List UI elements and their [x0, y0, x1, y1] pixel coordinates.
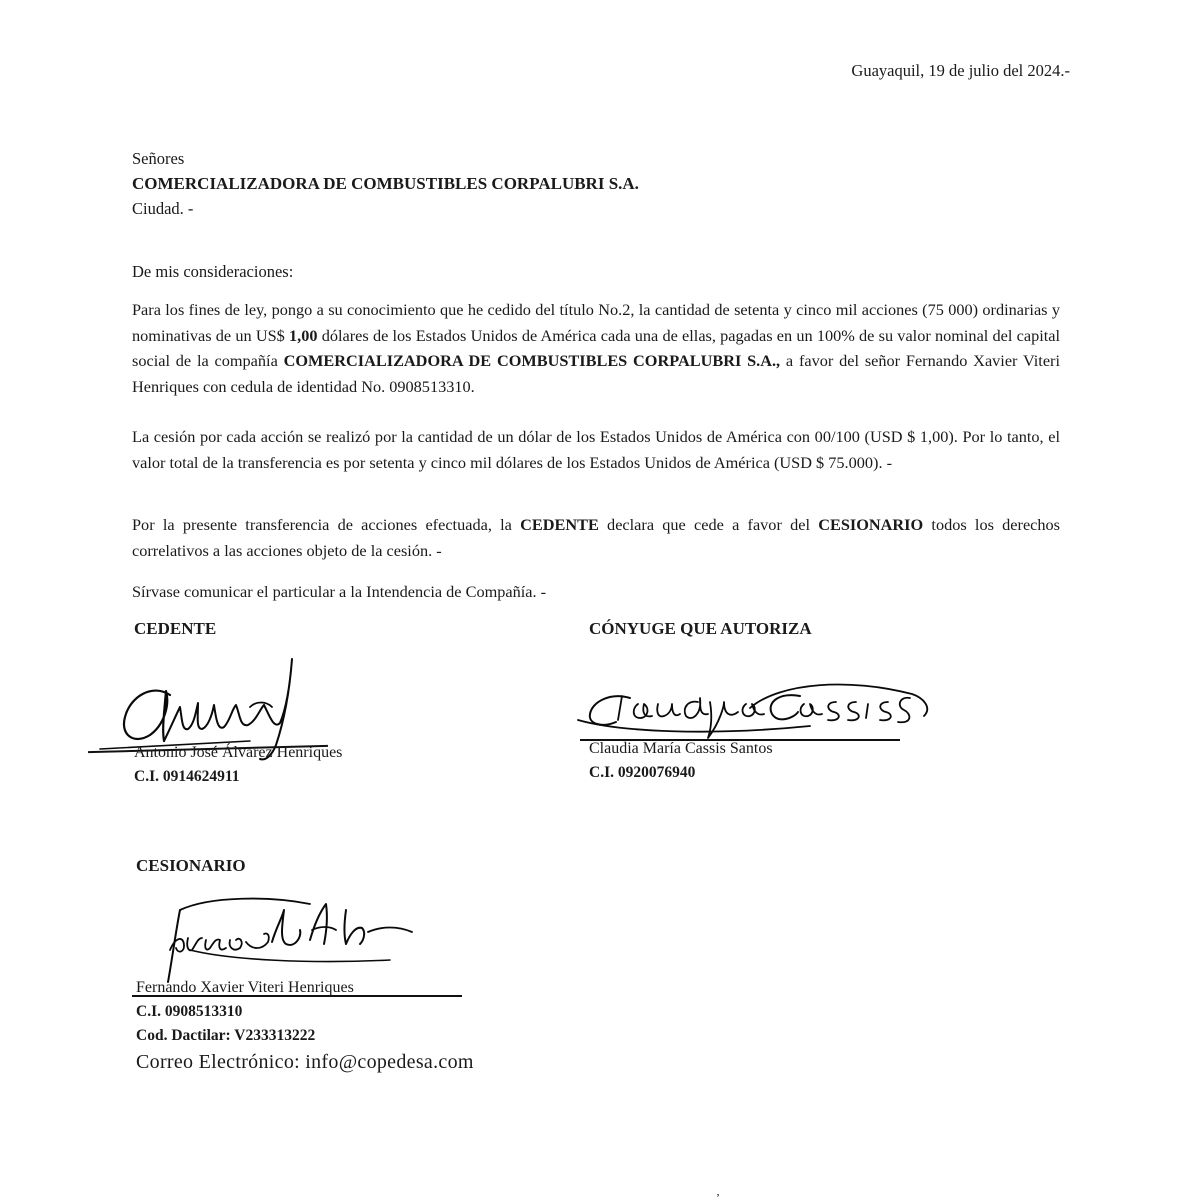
paragraph-transfer-text-3: a favor del señor Fernando Xavier Viteri Henriques con cedula de identidad No. 0908513310. [132, 351, 1060, 396]
paragraph-transfer-text-2: dólares de los Estados Unidos de América cada una de ellas, pagadas en un 100% de su valor nominal del capital social de la compañía [132, 325, 1061, 370]
paragraph-value: La cesión por cada acción se realizó por la cantidad de un dólar de los Estados Unidos de América con 00/100 (USD $ 1,00). Por lo tanto, el valor total de la transferencia es por setenta y cinco mil dólares de los Estados Unidos de América (USD $ 75.000). - [132, 427, 1060, 472]
recipient-salutation: Señores [132, 149, 185, 168]
cesionario-id-number: C.I. 0908513310 [136, 1003, 243, 1020]
cedente-name: Antonio José Álvarez Henriques [134, 744, 343, 761]
conyuge-name: Claudia María Cassis Santos [589, 740, 773, 757]
cedente-title: CEDENTE [134, 619, 217, 638]
cesionario-name: Fernando Xavier Viteri Henriques [136, 979, 354, 996]
paragraph-cesionario: CESIONARIO [818, 515, 924, 534]
cedente-id-number: C.I. 0914624911 [134, 768, 240, 785]
paragraph-request: Sírvase comunicar el particular a la Intendencia de Compañía. - [132, 582, 547, 601]
cesionario-dactilar-code: Cod. Dactilar: V233313222 [136, 1027, 316, 1044]
paragraph-rights-text-3: todos los derechos correlativos a las acciones objeto de la cesión. - [132, 515, 1061, 560]
conyuge-title: CÓNYUGE QUE AUTORIZA [589, 619, 812, 638]
letter-date: Guayaquil, 19 de julio del 2024.- [851, 61, 1070, 80]
cesionario-title: CESIONARIO [136, 856, 246, 875]
recipient-company: COMERCIALIZADORA DE COMBUSTIBLES CORPALUBRI S.A. [132, 174, 639, 193]
conyuge-id-number: C.I. 0920076940 [589, 764, 696, 781]
paragraph-rights [132, 512, 1060, 563]
recipient-block [132, 146, 639, 221]
cesionario-email: Correo Electrónico: info@copedesa.com [136, 1051, 474, 1073]
share-amount: 1,00 [289, 325, 318, 345]
paragraph-cedente: CEDENTE [520, 515, 599, 534]
paragraph-transfer [132, 297, 1060, 399]
conyuge-signature [560, 668, 940, 748]
letter-greeting: De mis consideraciones: [132, 262, 294, 281]
paragraph-company-name: COMERCIALIZADORA DE COMBUSTIBLES CORPALUBRI S.A., [283, 351, 781, 370]
paragraph-transfer-text-1: Para los fines de ley, pongo a su conocimiento que he cedido del título No.2, la cantidad de setenta y cinco mil acciones (75 000) ordinarias y nominativas de un US$ [132, 300, 1060, 345]
paragraph-rights-text-2: declara que cede a favor del [598, 515, 819, 534]
recipient-city: Ciudad. - [132, 199, 194, 218]
paragraph-rights-text-1: Por la presente transferencia de acciones efectuada, la [132, 515, 521, 534]
footer-mark: ‚ [716, 1184, 720, 1198]
